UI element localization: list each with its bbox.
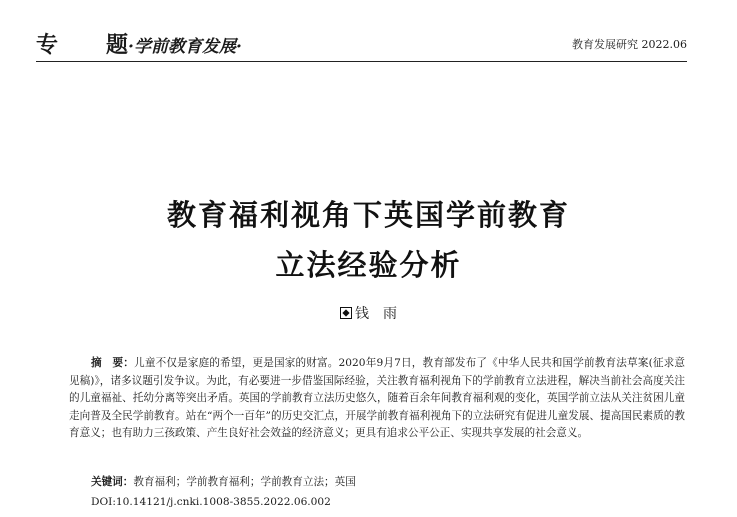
article-title	[0, 190, 737, 290]
author-line	[0, 303, 737, 323]
keywords-label: 关键词：	[91, 476, 134, 488]
header-divider	[36, 61, 687, 62]
doi[interactable]: DOI:10.14121/j.cnki.1008-3855.2022.06.002	[91, 496, 331, 508]
abstract-text: 儿童不仅是家庭的希望，更是国家的财富。2020年9月7日，教育部发布了《中华人民共和国学前教育法草案(征求意见稿)》，诸多议题引发争议。为此，有必要进一步借鉴国际经验，关注教育福利视角下的学前教育立法进程，解决当前社会高度关注的儿童福祉、托幼分离等突出矛盾。英国的学前教育立法历史悠久，随着百余年间教育福利观的变化，英国学前立法从关注贫困儿童走向普及全民学前教育。站在“两个一百年”的历史交汇点，开展学前教育福利视角下的立法研究有促进儿童发展、提高国民素质的教育意义；也有助力三孩政策、产生良好社会效益的经济意义；更具有追求公平公正、实现共享发展的社会意义。	[69, 357, 686, 440]
title-line-1: 教育福利视角下英国学前教育	[166, 198, 570, 232]
column-label-char2: 题	[106, 32, 129, 58]
keywords	[91, 474, 685, 490]
keywords-text: 教育福利；学前教育福利；学前教育立法；英国	[133, 476, 356, 488]
abstract	[69, 355, 685, 443]
author-diamond-icon	[340, 307, 352, 319]
page-header	[36, 24, 687, 58]
column-subtitle: ·学前教育发展·	[128, 37, 242, 57]
abstract-label: 摘 要：	[91, 357, 135, 369]
journal-info: 教育发展研究 2022.06	[572, 38, 687, 51]
author-name: 钱 雨	[355, 306, 397, 322]
column-label	[36, 28, 242, 59]
column-label-char1: 专	[36, 32, 59, 58]
title-line-2: 立法经验分析	[275, 248, 462, 282]
